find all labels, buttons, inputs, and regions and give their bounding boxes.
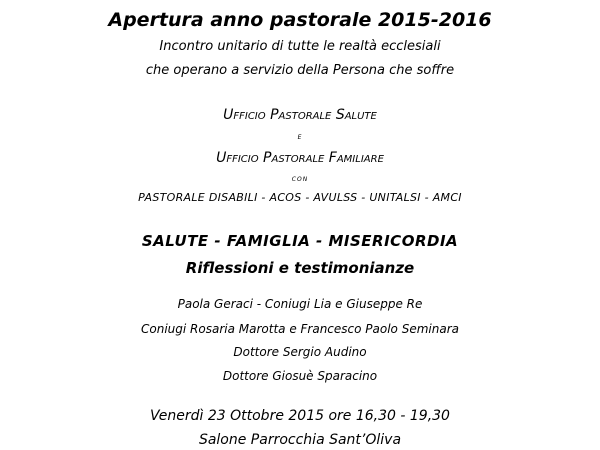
conjunction-e: e (297, 132, 303, 141)
event-date-time: Venerdì 23 Ottobre 2015 ore 16,30 - 19,30 (150, 408, 450, 424)
partner-groups: PASTORALE DISABILI - ACOS - AVULSS - UNITALSI - AMCI (138, 191, 462, 204)
description-line-1: Incontro unitario di tutte le realtà ecclesiali (159, 39, 441, 54)
program-subtitle: Riflessioni e testimonianze (185, 259, 415, 277)
organizer-office-familiare: Ufficio Pastorale Familiare (216, 150, 384, 166)
event-title: Apertura anno pastorale 2015-2016 (108, 9, 492, 31)
speaker-line: Coniugi Rosaria Marotta e Francesco Paolo Seminara (141, 322, 459, 336)
event-themes: SALUTE - FAMIGLIA - MISERICORDIA (141, 232, 459, 250)
speaker-line: Paola Geraci - Coniugi Lia e Giuseppe Re (177, 297, 423, 311)
organizer-office-salute: Ufficio Pastorale Salute (223, 107, 377, 123)
description-line-2: che operano a servizio della Persona che soffre (145, 63, 455, 78)
speaker-line: Dottore Giosuè Sparacino (222, 369, 378, 383)
conjunction-con: con (291, 174, 309, 183)
speaker-line: Dottore Sergio Audino (233, 345, 367, 359)
event-venue: Salone Parrocchia Sant’Oliva (198, 432, 402, 448)
